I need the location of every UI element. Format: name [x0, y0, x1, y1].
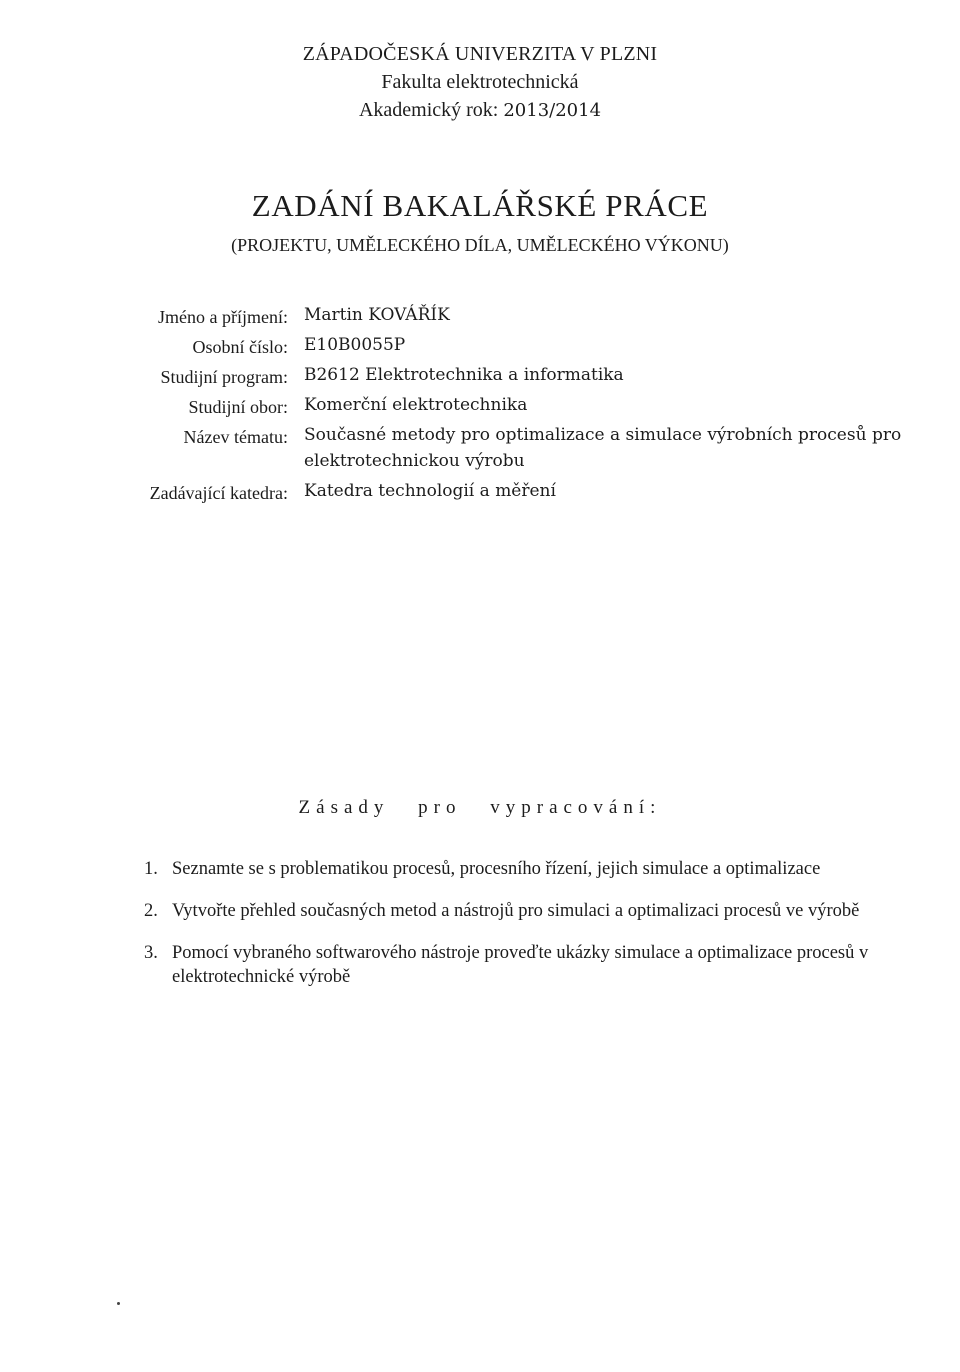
document-subtitle: (PROJEKTU, UMĚLECKÉHO DÍLA, UMĚLECKÉHO VÝKONU)	[231, 235, 729, 255]
document-title: ZADÁNÍ BAKALÁŘSKÉ PRÁCE	[251, 188, 709, 223]
list-item	[140, 899, 920, 923]
field-row-name	[0, 302, 960, 332]
field-label: Název tématu:	[183, 427, 288, 447]
field-label: Zadávající katedra:	[149, 483, 288, 503]
list-item-number: 2.	[144, 901, 158, 921]
list-item-text: Seznamte se s problematikou procesů, procesního řízení, jejich simulace a optimalizace	[172, 859, 821, 879]
academic-year-value: 2013/2014	[503, 100, 602, 121]
list-item	[140, 857, 920, 881]
field-row-topic	[0, 422, 960, 478]
field-value: B2612 Elektrotechnika a informatika	[304, 365, 624, 385]
university-name: ZÁPADOČESKÁ UNIVERZITA V PLZNI	[302, 43, 658, 65]
principles-heading: Zásady pro vypracování:	[298, 797, 662, 818]
field-label: Osobní číslo:	[192, 337, 288, 357]
field-label: Studijní program:	[160, 367, 288, 387]
assignment-details	[0, 302, 960, 508]
principles-list	[140, 857, 920, 1007]
list-item-text: Vytvořte přehled současných metod a nástrojů pro simulaci a optimalizaci procesů ve výrobě	[172, 901, 860, 921]
field-row-department	[0, 478, 960, 508]
field-value: Martin KOVÁŘÍK	[304, 305, 450, 325]
field-label: Studijní obor:	[188, 397, 288, 417]
list-item-text: Pomocí vybraného softwarového nástroje proveďte ukázky simulace a optimalizace procesů v elektrotechnické výrobě	[172, 943, 869, 987]
field-row-study-field	[0, 392, 960, 422]
field-value: E10B0055P	[304, 335, 406, 355]
scan-speck	[117, 1302, 120, 1305]
field-value: Katedra technologií a měření	[304, 481, 556, 501]
list-item	[140, 941, 920, 989]
document-header	[0, 40, 960, 125]
field-value: Současné metody pro optimalizace a simulace výrobních procesů pro elektrotechnickou výrobu	[304, 425, 902, 471]
academic-year-label: Akademický rok:	[358, 99, 499, 121]
field-row-study-program	[0, 362, 960, 392]
field-label: Jméno a příjmení:	[158, 307, 288, 327]
field-row-personal-number	[0, 332, 960, 362]
academic-year	[0, 96, 960, 125]
field-value: Komerční elektrotechnika	[304, 395, 528, 415]
list-item-number: 1.	[144, 859, 158, 879]
faculty-name: Fakulta elektrotechnická	[381, 71, 579, 93]
list-item-number: 3.	[144, 943, 158, 963]
